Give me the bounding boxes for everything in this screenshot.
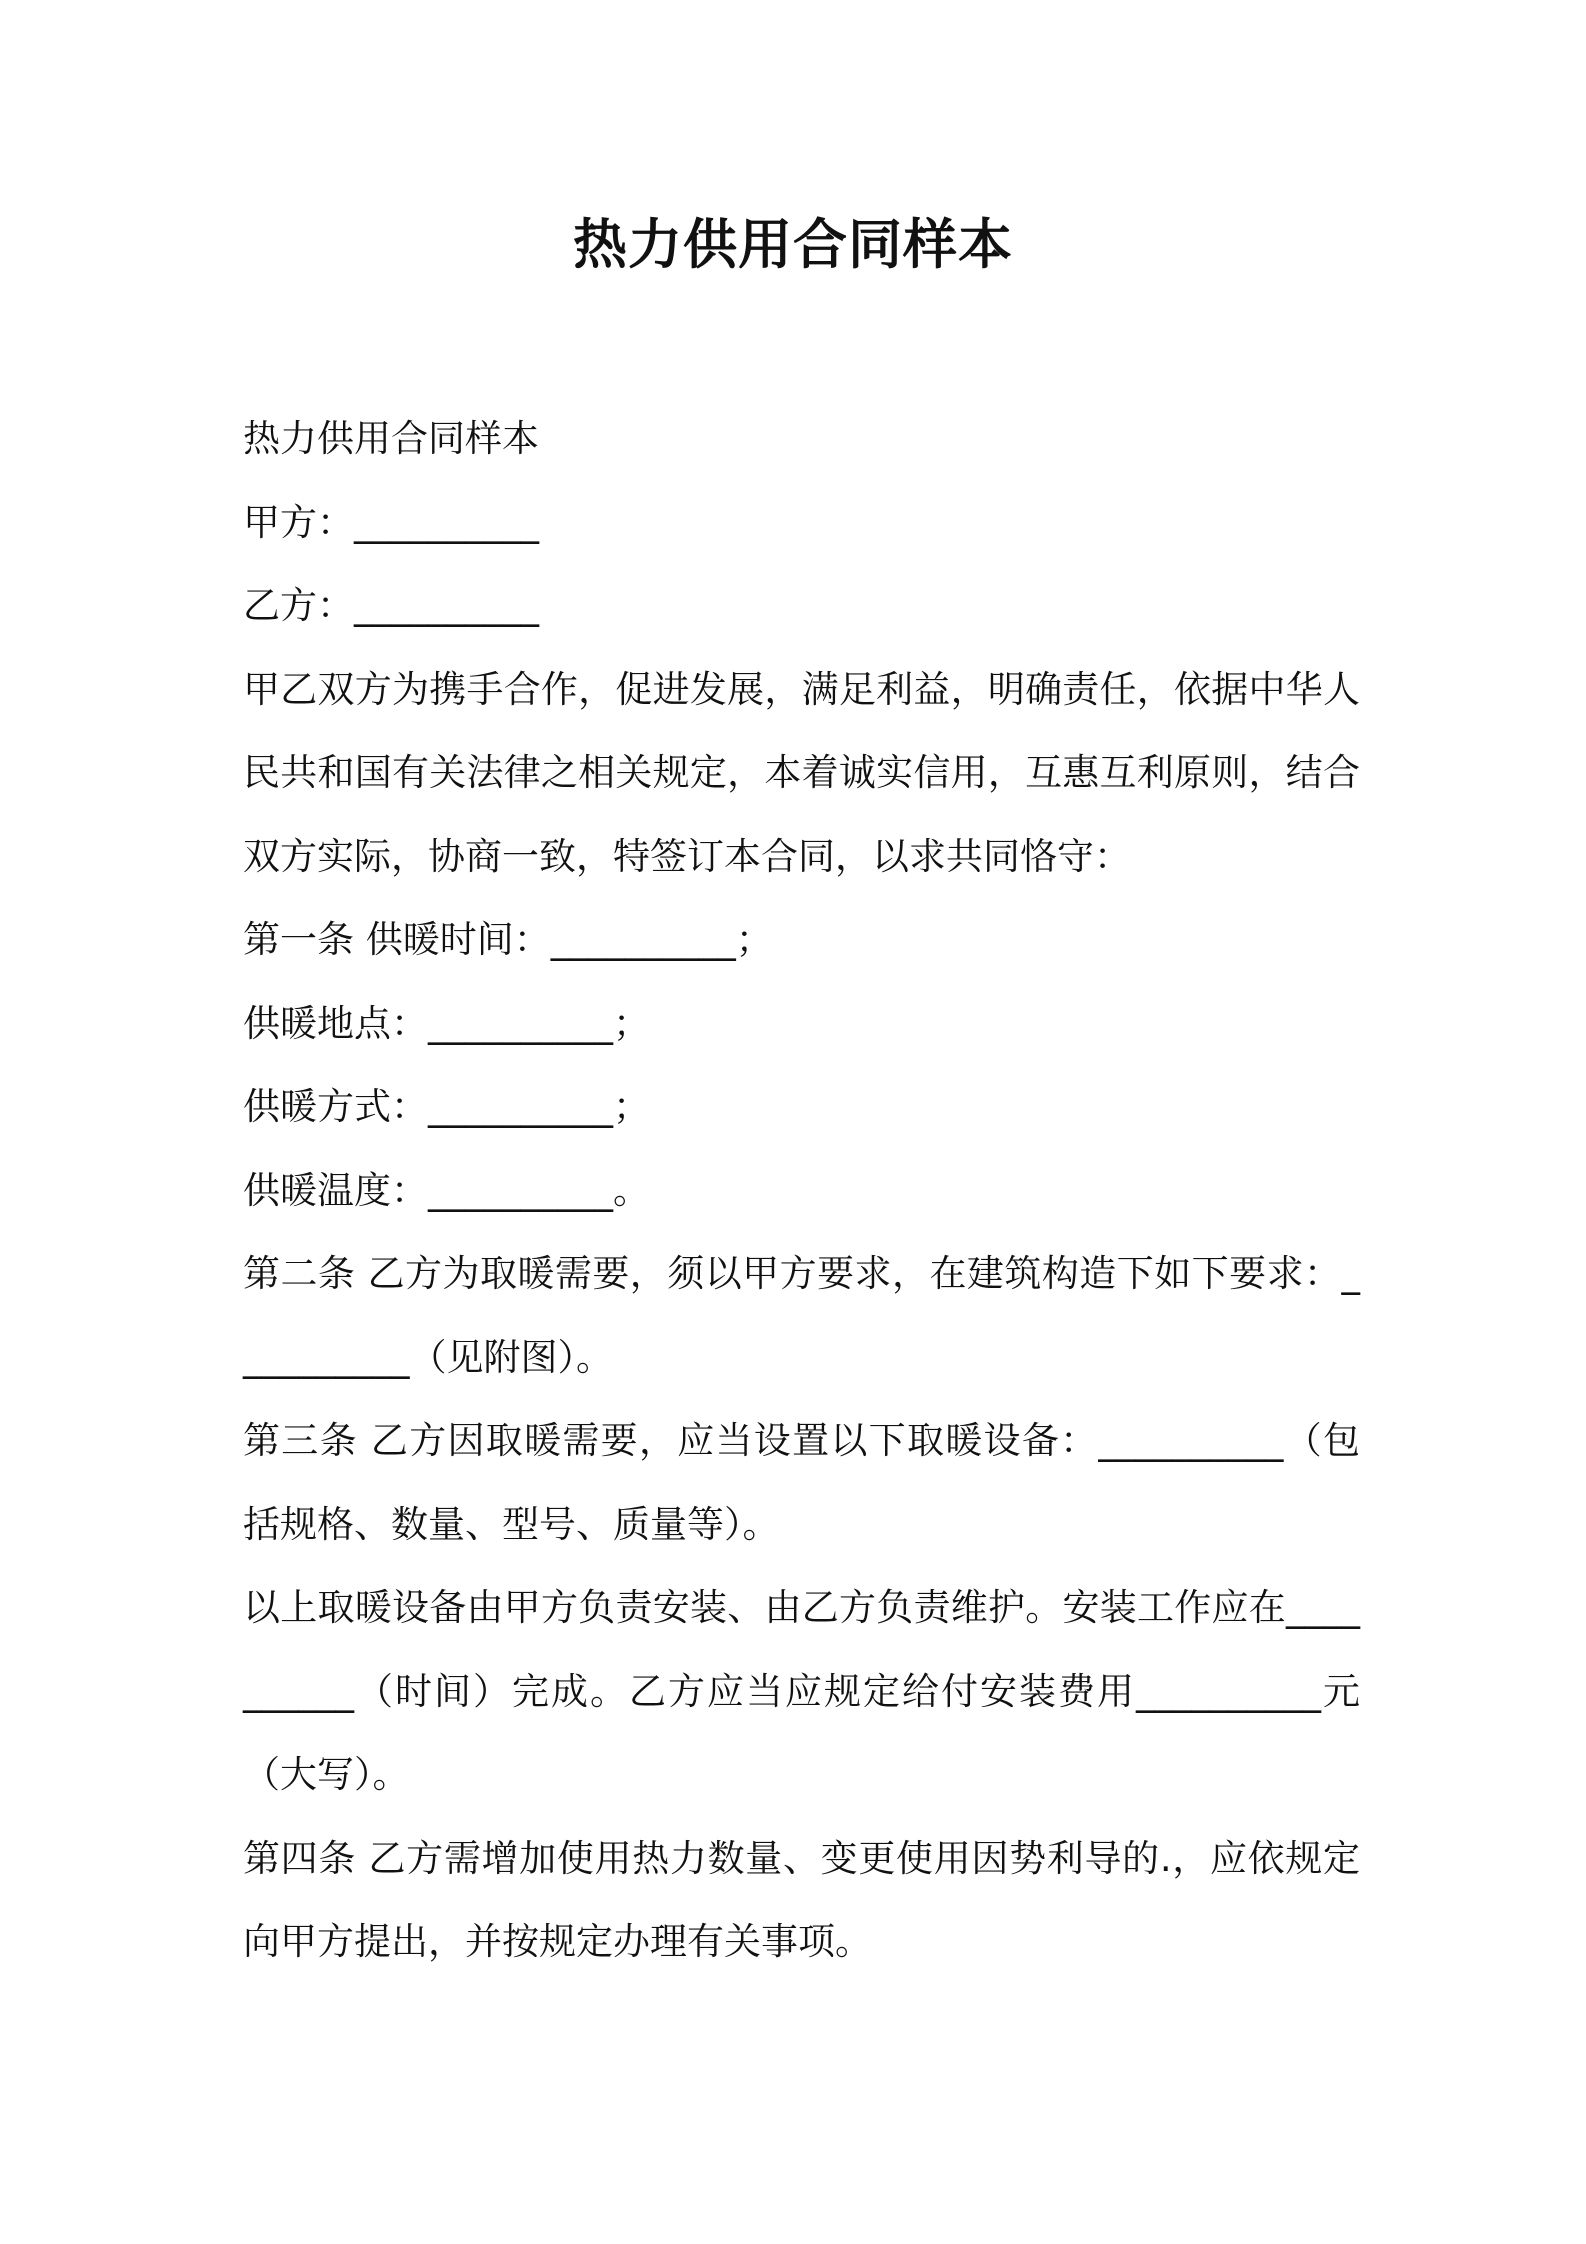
paragraph-article-4: 第四条 乙方需增加使用热力数量、变更使用因势利导的.，应依规定向甲方提出，并按规定办理有关事项。 (243, 1836, 1360, 1963)
paragraph-heating-temperature: 供暖温度：__________。 (243, 1168, 650, 1212)
paragraph-preamble: 甲乙双方为携手合作，促进发展，满足利益，明确责任，依据中华人民共和国有关法律之相关规定，本着诚实信用，互惠互利原则，结合双方实际，协商一致，特签订本合同，以求共同恪守： (243, 667, 1360, 878)
paragraph-installation: 以上取暖设备由甲方负责安装、由乙方负责维护。安装工作应在__________（时间）完成。乙方应当应规定给付安装费用__________元（大写）。 (243, 1586, 1360, 1796)
paragraph-article-1: 第一条 供暖时间：__________； (243, 918, 773, 961)
paragraph-heating-method: 供暖方式：__________； (243, 1085, 650, 1128)
paragraph-article-3: 第三条 乙方因取暖需要，应当设置以下取暖设备：__________（包括规格、数量、型号、质量等）。 (243, 1419, 1360, 1546)
document-title: 热力供用合同样本 (573, 213, 1013, 276)
paragraph-heating-location: 供暖地点：__________； (243, 1001, 650, 1045)
paragraph-party-b: 乙方：__________ (243, 584, 539, 627)
paragraph-subtitle: 热力供用合同样本 (243, 417, 539, 460)
paragraph-article-2: 第二条 乙方为取暖需要，须以甲方要求，在建筑构造下如下要求：__________（见附图）。 (243, 1252, 1360, 1379)
paragraph-party-a: 甲方：__________ (243, 500, 539, 544)
document-body (243, 397, 1360, 1984)
